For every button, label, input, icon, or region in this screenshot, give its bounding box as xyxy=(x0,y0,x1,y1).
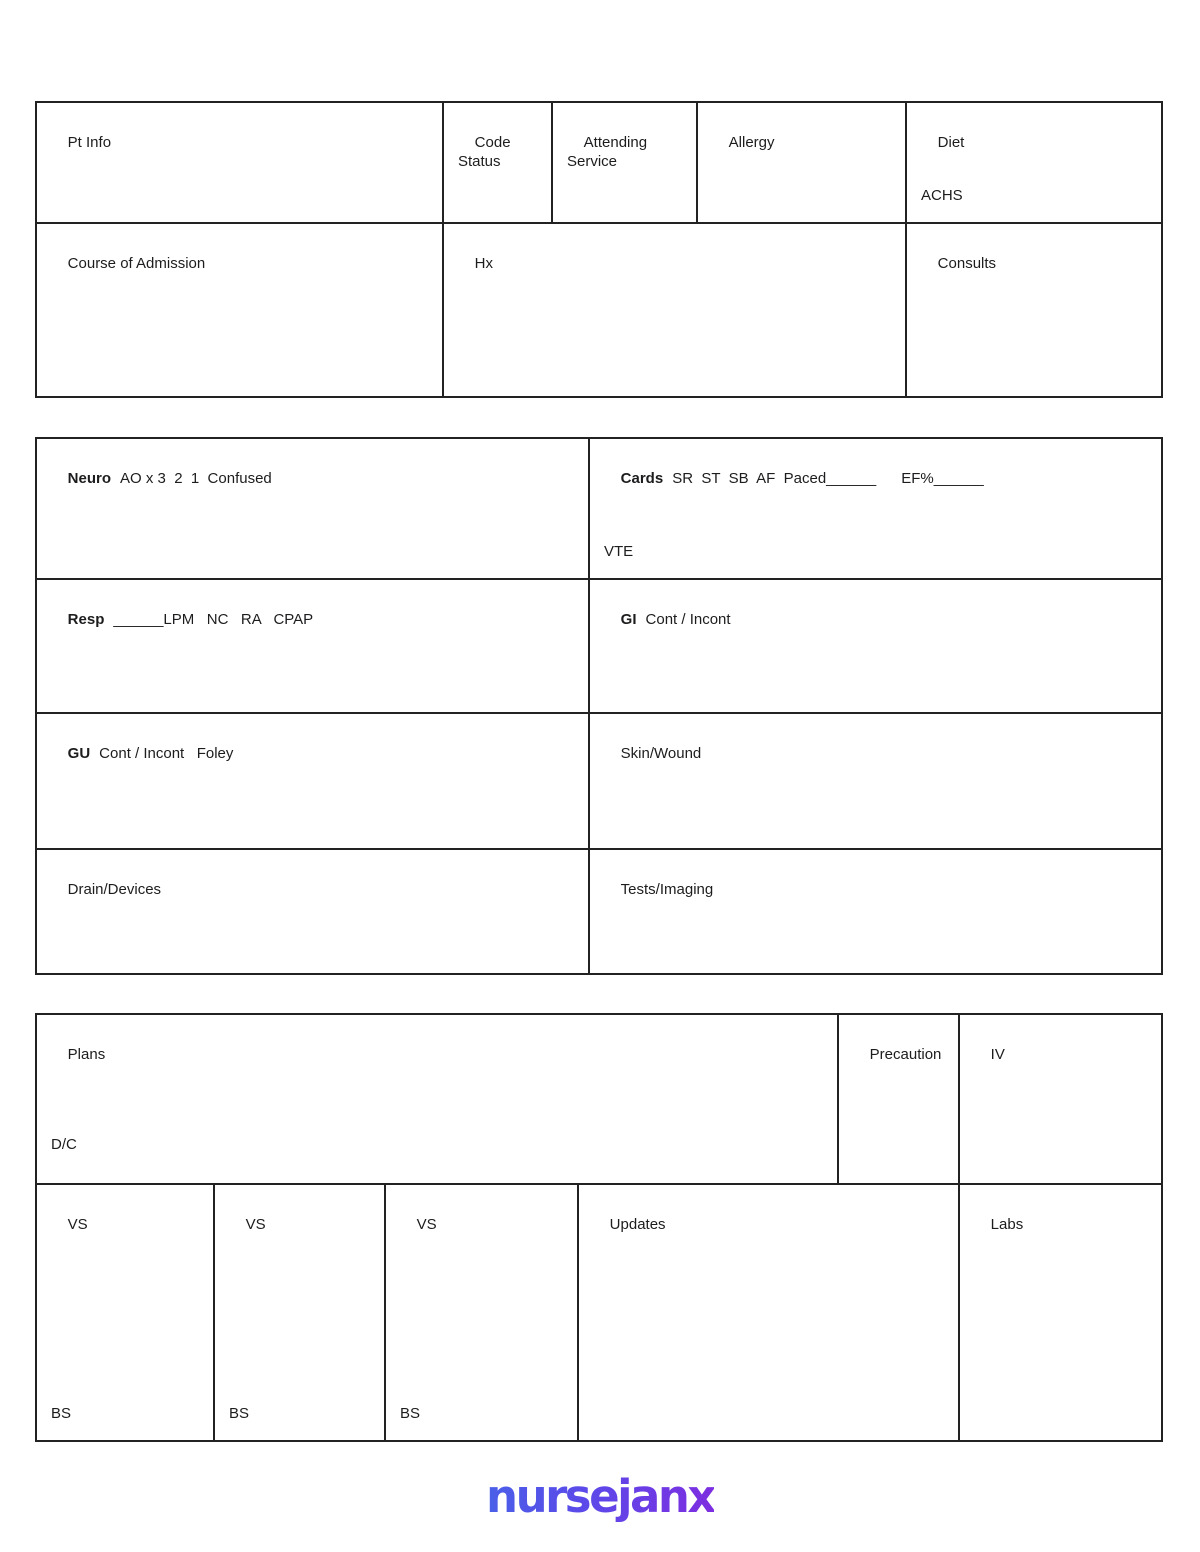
cell-labs xyxy=(960,1185,1161,1440)
hx-label: Hx xyxy=(474,254,494,272)
vs-1-label: VS xyxy=(67,1215,88,1233)
precaution-label: Precaution xyxy=(869,1045,942,1063)
plans-label: Plans xyxy=(67,1045,106,1063)
cell-hx xyxy=(444,224,907,396)
vs-2-label: VS xyxy=(245,1215,266,1233)
cell-iv xyxy=(960,1015,1161,1185)
gu-options: Cont / Incont Foley xyxy=(99,744,234,762)
cell-allergy xyxy=(698,103,907,224)
neuro-title: Neuro xyxy=(67,469,112,487)
skin-wound-label: Skin/Wound xyxy=(620,744,702,762)
cell-skin-wound xyxy=(590,714,1161,850)
cell-course-of-admission xyxy=(37,224,444,396)
course-of-admission-label: Course of Admission xyxy=(67,254,206,272)
cards-options: SR ST SB AF Paced______ EF%______ xyxy=(672,469,984,487)
tests-imaging-label: Tests/Imaging xyxy=(620,880,714,898)
cell-vs-3 xyxy=(386,1185,579,1440)
labs-label: Labs xyxy=(990,1215,1024,1233)
cards-title: Cards xyxy=(620,469,664,487)
cell-pt-info xyxy=(37,103,444,224)
updates-label: Updates xyxy=(609,1215,666,1233)
gu-title: GU xyxy=(67,744,91,762)
patient-info-table xyxy=(35,101,1163,398)
pt-info-label: Pt Info xyxy=(67,133,112,151)
consults-label: Consults xyxy=(937,254,997,272)
cell-tests-imaging xyxy=(590,850,1161,973)
resp-title: Resp xyxy=(67,610,105,628)
attending-service-label: Attending Service xyxy=(567,133,652,170)
cell-consults xyxy=(907,224,1161,396)
plan-vitals-table xyxy=(35,1013,1163,1442)
cell-gi xyxy=(590,580,1161,714)
cell-vs-1 xyxy=(37,1185,215,1440)
cell-precaution xyxy=(839,1015,960,1185)
cell-code-status xyxy=(444,103,553,224)
achs-label: ACHS xyxy=(921,187,963,205)
bs-2-label: BS xyxy=(229,1405,250,1423)
cell-vs-2 xyxy=(215,1185,386,1440)
allergy-label: Allergy xyxy=(728,133,775,151)
cell-attending-service xyxy=(553,103,698,224)
cell-cards xyxy=(590,439,1161,580)
footer xyxy=(0,1470,1200,1523)
code-status-label: Code Status xyxy=(458,133,515,170)
diet-label: Diet xyxy=(937,133,965,151)
cell-drain-devices xyxy=(37,850,590,973)
gi-options: Cont / Incont xyxy=(645,610,731,628)
nursejanx-logo: nursejanx xyxy=(486,1470,714,1523)
dc-label: D/C xyxy=(51,1136,77,1154)
gi-title: GI xyxy=(620,610,637,628)
cell-neuro xyxy=(37,439,590,580)
cell-gu xyxy=(37,714,590,850)
bs-1-label: BS xyxy=(51,1405,72,1423)
neuro-options: AO x 3 2 1 Confused xyxy=(120,469,272,487)
cell-plans xyxy=(37,1015,839,1185)
vte-label: VTE xyxy=(604,543,634,561)
cell-resp xyxy=(37,580,590,714)
bs-3-label: BS xyxy=(400,1405,421,1423)
cell-diet xyxy=(907,103,1161,224)
resp-options: ______LPM NC RA CPAP xyxy=(113,610,314,628)
vs-3-label: VS xyxy=(416,1215,437,1233)
iv-label: IV xyxy=(990,1045,1005,1063)
assessment-table xyxy=(35,437,1163,975)
drain-devices-label: Drain/Devices xyxy=(67,880,162,898)
cell-updates xyxy=(579,1185,960,1440)
